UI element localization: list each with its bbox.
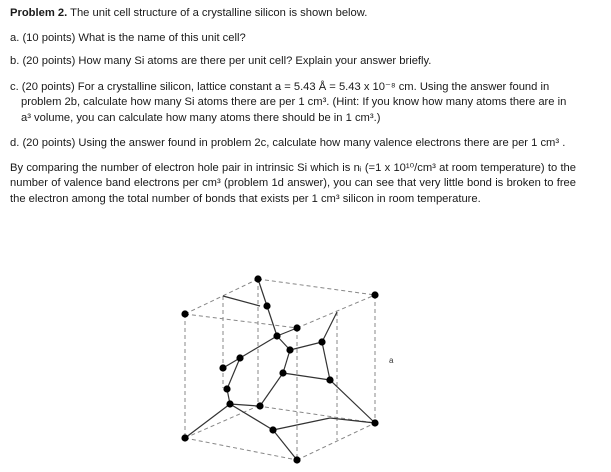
question-a: a. (10 points) What is the name of this unit cell? <box>10 31 246 44</box>
atom-face-center <box>263 302 270 309</box>
atom-corner <box>293 324 300 331</box>
cube-edges <box>185 279 375 460</box>
atom-corner <box>371 291 378 298</box>
atom-corner <box>254 275 261 282</box>
diamond-unit-cell-figure <box>165 268 415 468</box>
atom-corner <box>293 456 300 463</box>
atom-face-center <box>223 385 230 392</box>
atom-interior <box>236 354 243 361</box>
atom-interior <box>326 376 333 383</box>
atom-corner <box>371 419 378 426</box>
atom-face-center <box>286 346 293 353</box>
atom-corner <box>181 310 188 317</box>
atom-interior <box>273 332 280 339</box>
bonds <box>185 279 375 460</box>
atom-corner <box>181 434 188 441</box>
atom-face-center <box>269 426 276 433</box>
question-d: d. (20 points) Using the answer found in problem 2c, calculate how many valence electrons there are per 1 cm³ . <box>10 137 566 149</box>
atom-face-center <box>219 364 226 371</box>
problem-document <box>10 6 576 207</box>
atom-face-center <box>279 369 286 376</box>
question-c: c. (20 points) For a crystalline silicon, lattice constant a = 5.43 Å = 5.43 x 10⁻⁸ cm. Using the answer found in problem 2b, calculate how many Si atoms there are per 1 cm³. (Hint: If you know how many atoms there are in a³ volume, you can calculate how many atoms there should be in 1 cm³.) <box>10 80 567 124</box>
lattice-constant-label: a <box>389 356 394 365</box>
atom-interior <box>318 338 325 345</box>
atom-corner <box>256 402 263 409</box>
problem-intro: The unit cell structure of a crystalline silicon is shown below. <box>67 7 368 19</box>
problem-number: Problem 2. <box>10 7 68 19</box>
atom-interior <box>226 400 233 407</box>
comparison-paragraph: By comparing the number of electron hole pair in intrinsic Si which is nᵢ (=1 x 10¹⁰/cm³ at room temperature) to the number of valence band electrons per cm³ (problem 1d answer), you can see that very little bond is broken to free the electron among the total number of bonds that exists per 1 cm³ silicon in room temperature. <box>10 161 576 205</box>
question-b: b. (20 points) How many Si atoms are there per unit cell? Explain your answer briefly. <box>10 55 432 67</box>
problem-title <box>10 6 576 22</box>
